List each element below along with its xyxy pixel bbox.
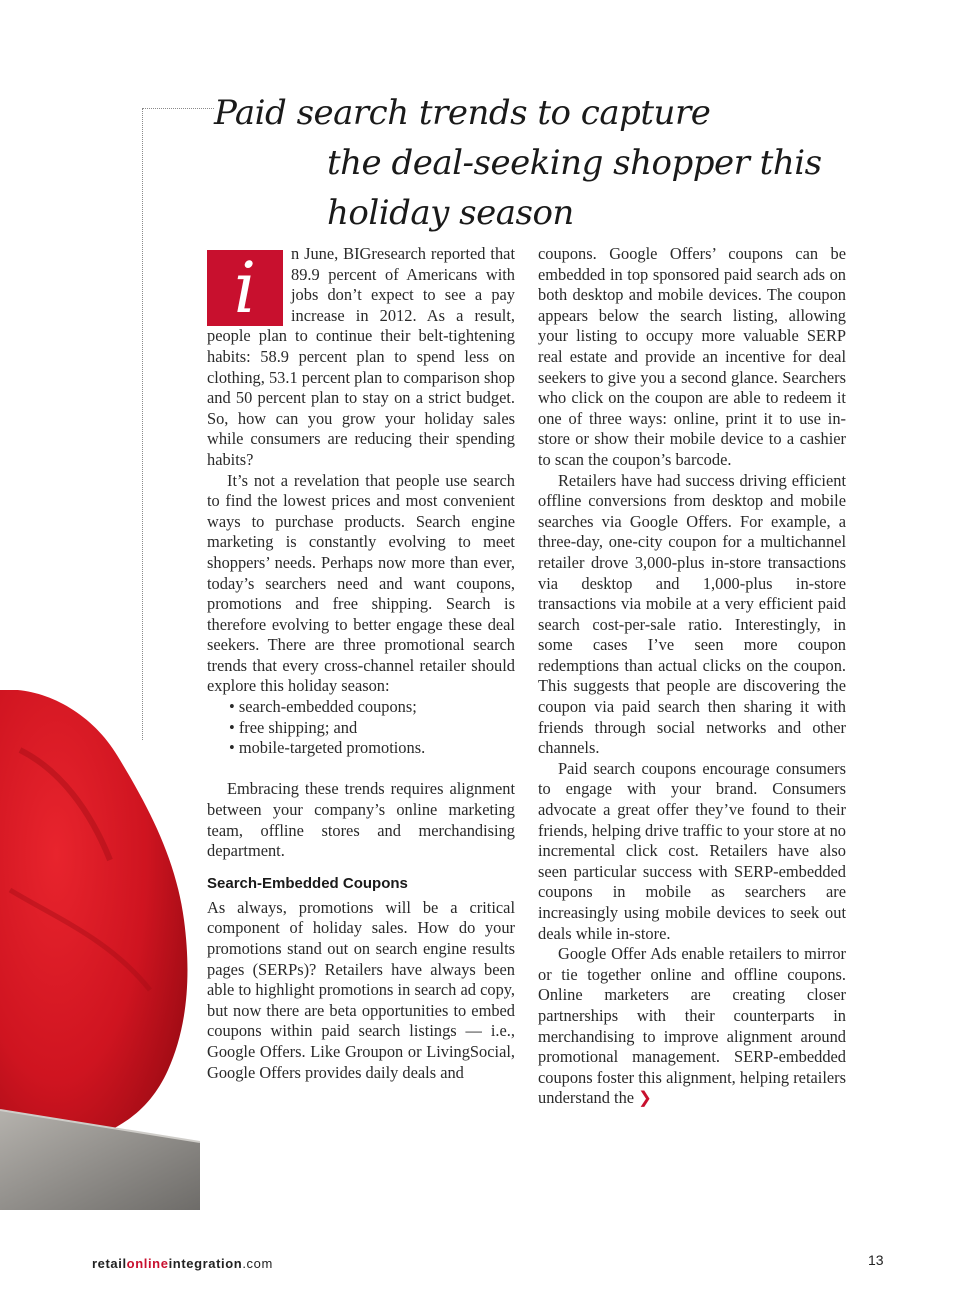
brand-part-retail: retail xyxy=(92,1256,127,1271)
footer-brand xyxy=(92,1256,273,1271)
section-subhead: Search-Embedded Coupons xyxy=(207,874,408,892)
continue-arrow-icon: ❯ xyxy=(638,1088,652,1108)
brand-part-dotcom: .com xyxy=(242,1256,273,1271)
paragraph: It’s not a revelation that people use search to find the lowest prices and most convenient ways to purchase products. Search engine marketing is constantly evolving to meet shoppers’ needs. Perhaps now more than ever, today’s searchers need and want coupons, promotions and free shipping. Search is therefore evolving to better engage these deal seekers. There are three promotional search trends that every cross-channel retailer should explore this holiday season: xyxy=(207,470,515,696)
paragraph: n June, BIGresearch reported that 89.9 percent of Americans with jobs don’t expect to see a pay increase in 2012. As a result, people plan to continue their belt-tightening habits: 58.9 percent plan to spend less on clothing, 53.1 percent plan to comparison shop and 50 percent plan to stay on a strict budget. So, how can you grow your holiday sales while consumers are reducing their spending habits? xyxy=(207,244,515,469)
headline-bracket-side xyxy=(142,108,143,740)
article-column-right xyxy=(538,244,846,1109)
paragraph: Paid search coupons encourage consumers to engage with your brand. Consumers advocate a great offer they’ve found to their friends, helping drive traffic to your store at no incremental click cost. Retailers have also seen particular success with SERP-embedded coupons in mobile as searchers are increasingly using mobile devices to seek out deals while in-store. xyxy=(538,758,846,943)
drop-cap: i xyxy=(207,250,283,326)
paragraph-last xyxy=(538,944,846,1109)
headline-line-1: Paid search trends to capture xyxy=(214,93,711,133)
paragraph: coupons. Google Offers’ coupons can be embedded in top sponsored paid search ads on both desktop and mobile devices. The coupon appears below the search listing, allowing your listing to occupy more valuable SERP real estate and provide an incentive for deal seekers to give you a second glance. Searchers who click on the coupon are able to redeem it one of three ways: online, print it to use in-store or show their mobile device to a cashier to scan the coupon’s barcode. xyxy=(538,244,846,469)
article-headline xyxy=(214,88,914,238)
headline-bracket-top xyxy=(142,108,214,109)
list-item: • free shipping; and xyxy=(229,718,515,739)
headline-line-2: the deal-seeking shopper this holiday season xyxy=(327,143,822,233)
brand-part-online: online xyxy=(126,1256,169,1271)
paragraph: As always, promotions will be a critical component of holiday sales. How do your promotions stand out on search engine results pages (SERPs)? Retailers have always been able to highlight promotions in search ad copy, but now there are beta opportunities to embed coupons within paid search listings — i.e., Google Offers. Like Groupon or LivingSocial, Google Offers provides daily deals and xyxy=(207,897,515,1082)
list-item: • search-embedded coupons; xyxy=(229,697,515,718)
list-item: • mobile-targeted promotions. xyxy=(229,738,515,759)
paragraph-text: Google Offer Ads enable retailers to mirror or tie together online and offline coupons. Online marketers are creating closer partnerships with their counterparts in merchandising to improve alignment around promotional management. SERP-embedded coupons foster this alignment, helping retailers understand the xyxy=(538,944,846,1108)
paragraph: Retailers have had success driving efficient offline conversions from desktop and mobile searches via Google Offers. For example, a three-day, one-city coupon for a multichannel retailer drove 3,000-plus in-store transactions via desktop and 1,000-plus in-store transactions via mobile at a very efficient paid search cost-per-sale ratio. Interestingly, in some cases I’ve seen more coupon redemptions than actual clicks on the coupon. This suggests that people are discovering the coupon via paid search then sharing it with friends through social networks and other channels. xyxy=(538,470,846,758)
trend-list xyxy=(207,697,515,759)
page-number: 13 xyxy=(868,1252,884,1268)
paragraph: Embracing these trends requires alignment between your company’s online marketing team, offline stores and merchandising department. xyxy=(207,779,515,861)
red-sweater-image xyxy=(0,690,200,1210)
spacer xyxy=(207,759,515,780)
article-column-left xyxy=(207,244,515,1083)
brand-part-integration: integration xyxy=(168,1256,243,1271)
